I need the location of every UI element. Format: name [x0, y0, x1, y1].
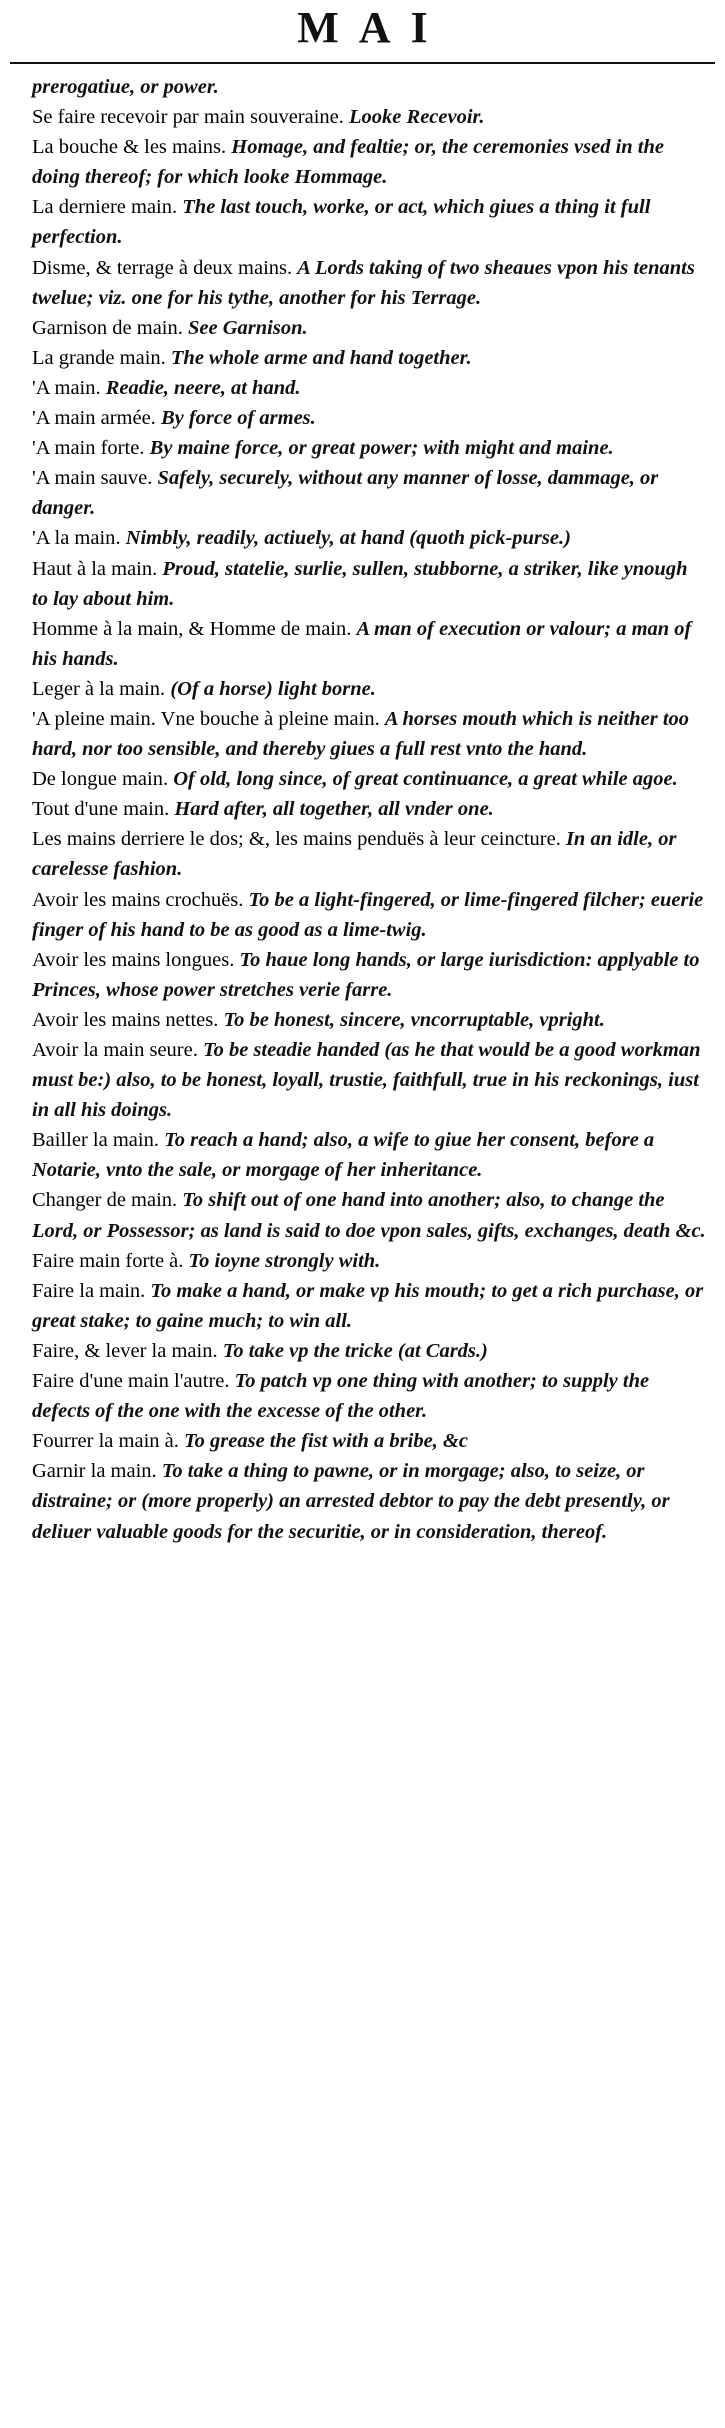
entry-translation: Nimbly, readily, actiuely, at hand (quoth pick-purse.)	[125, 527, 571, 550]
entry	[32, 824, 707, 884]
entry-translation: To shift out of one hand into another; also, to change the Lord, or Possessor; as land is said to doe vpon sales, gifts, exchanges, death &c.	[32, 1189, 706, 1242]
entry	[32, 72, 707, 102]
dictionary-entries	[32, 72, 707, 1547]
entry-headword: 'A la main.	[32, 527, 121, 550]
entry-headword: Haut à la main.	[32, 557, 158, 580]
entry-translation: Looke Recevoir.	[349, 106, 485, 129]
entry-translation: To haue long hands, or large iurisdiction: applyable to Princes, whose power stretches verie farre.	[32, 948, 700, 1001]
entry	[32, 192, 707, 252]
entry-headword: Se faire recevoir par main souveraine.	[32, 106, 344, 129]
entry-translation: A horses mouth which is neither too hard, nor too sensible, and thereby giues a full rest vnto the hand.	[32, 707, 690, 761]
entry-headword: 'A main armée.	[32, 407, 156, 430]
entry-translation: Hard after, all together, all vnder one.	[174, 798, 494, 821]
entry-headword: Bailler la main.	[32, 1129, 159, 1152]
entry-translation: In an idle, or carelesse fashion.	[32, 828, 677, 881]
entry	[32, 614, 707, 674]
entry-translation: See Garnison.	[188, 316, 308, 339]
page-header	[0, 0, 725, 66]
entry-translation: To ioyne strongly with.	[188, 1249, 381, 1272]
entry-translation: To take vp the tricke (at Cards.)	[222, 1339, 488, 1362]
entry	[32, 433, 707, 463]
entry-headword: 'A pleine main. Vne bouche à pleine main.	[32, 707, 380, 730]
entry-headword: La grande main.	[32, 346, 166, 369]
entry-translation: To patch vp one thing with another; to supply the defects of the one with the excesse of the other.	[32, 1370, 650, 1423]
entry	[32, 102, 707, 132]
entry-translation: Safely, securely, without any manner of losse, dammage, or danger.	[32, 467, 659, 520]
entry	[32, 403, 707, 433]
entry	[32, 253, 707, 313]
entry-headword: Faire main forte à.	[32, 1249, 184, 1272]
entry-headword: Fourrer la main à.	[32, 1430, 179, 1453]
entry-translation: To make a hand, or make vp his mouth; to get a rich purchase, or great stake; to gaine much; to win all.	[32, 1279, 704, 1332]
entry-headword: Leger à la main.	[32, 677, 166, 700]
entry-headword: Garnir la main.	[32, 1460, 157, 1483]
entry-headword: 'A main forte.	[32, 437, 145, 460]
entry	[32, 373, 707, 403]
entry-translation: (Of a horse) light borne.	[170, 677, 376, 700]
entry-headword: Tout d'une main.	[32, 798, 170, 821]
entry-headword: Changer de main.	[32, 1189, 178, 1212]
entry-headword: La bouche & les mains.	[32, 136, 227, 159]
entry-headword: Garnison de main.	[32, 316, 183, 339]
entry-translation: To grease the fist with a bribe, &c	[184, 1430, 468, 1453]
entry	[32, 1005, 707, 1035]
entry-translation: By force of armes.	[160, 407, 316, 430]
entry	[32, 1366, 707, 1426]
entry	[32, 1035, 707, 1125]
running-head: MAI	[297, 3, 448, 52]
entry-headword: Faire la main.	[32, 1279, 146, 1302]
entry-translation: prerogatiue, or power.	[32, 76, 219, 98]
entry-translation: To reach a hand; also, a wife to giue her consent, before a Notarie, vnto the sale, or morgage of her inheritance.	[32, 1129, 655, 1182]
entry	[32, 554, 707, 614]
entry	[32, 1185, 707, 1245]
entry-translation: To be honest, sincere, vncorruptable, vpright.	[223, 1008, 605, 1031]
entry-headword: Les mains derriere le dos; &, les mains penduës à leur ceincture.	[32, 828, 561, 851]
entry	[32, 794, 707, 824]
entry-translation: The last touch, worke, or act, which giues a thing it full perfection.	[32, 196, 651, 249]
entry	[32, 764, 707, 794]
entry-translation: To be steadie handed (as he that would be a good workman must be:) also, to be honest, loyall, trustie, faithfull, true in his reckonings, iust in all his doings.	[32, 1039, 701, 1122]
entry-headword: Faire d'une main l'autre.	[32, 1370, 230, 1393]
entry-translation: A man of execution or valour; a man of his hands.	[32, 617, 692, 670]
entry	[32, 674, 707, 704]
entry-headword: Homme à la main, & Homme de main.	[32, 617, 352, 640]
entry	[32, 885, 707, 945]
entry-translation: To take a thing to pawne, or in morgage; also, to seize, or distraine; or (more properly) an arrested debtor to pay the debt presently, or deliuer valuable goods for the securitie, or in consideration, thereof.	[32, 1460, 670, 1543]
entry-headword: Avoir les mains longues.	[32, 948, 235, 971]
entry	[32, 1276, 707, 1336]
entry-headword: Faire, & lever la main.	[32, 1339, 218, 1362]
entry-headword: Disme, & terrage à deux mains.	[32, 256, 293, 279]
entry-translation: By maine force, or great power; with might and maine.	[149, 437, 614, 460]
entry	[32, 1125, 707, 1185]
entry	[32, 343, 707, 373]
entry-headword: 'A main sauve.	[32, 467, 153, 490]
entry-headword: Avoir les mains nettes.	[32, 1008, 219, 1031]
entry	[32, 132, 707, 192]
entry-headword: La derniere main.	[32, 196, 178, 219]
entry-translation: Proud, statelie, surlie, sullen, stubborne, a striker, like ynough to lay about him.	[32, 557, 688, 610]
entry	[32, 1336, 707, 1366]
entry-headword: 'A main.	[32, 376, 101, 399]
entry-headword: De longue main.	[32, 768, 169, 791]
entry	[32, 1426, 707, 1456]
entry	[32, 704, 707, 764]
entry-translation: Homage, and fealtie; or, the ceremonies vsed in the doing thereof; for which looke Hommage.	[32, 136, 664, 189]
header-rule	[10, 62, 715, 64]
entry	[32, 463, 707, 523]
entry-headword: Avoir les mains crochuës.	[32, 888, 244, 911]
entry-translation: A Lords taking of two sheaues vpon his tenants twelue; viz. one for his tythe, another for his Terrage.	[32, 256, 695, 309]
entry-translation: Readie, neere, at hand.	[105, 376, 301, 399]
entry	[32, 313, 707, 343]
entry-headword: Avoir la main seure.	[32, 1039, 198, 1061]
entry	[32, 945, 707, 1005]
entry-translation: To be a light-fingered, or lime-fingered filcher; euerie finger of his hand to be as good as a lime-twig.	[32, 888, 704, 941]
entry-translation: Of old, long since, of great continuance, a great while agoe.	[173, 768, 678, 791]
entry	[32, 523, 707, 553]
entry-translation: The whole arme and hand together.	[170, 346, 472, 369]
entry	[32, 1246, 707, 1276]
entry	[32, 1456, 707, 1546]
